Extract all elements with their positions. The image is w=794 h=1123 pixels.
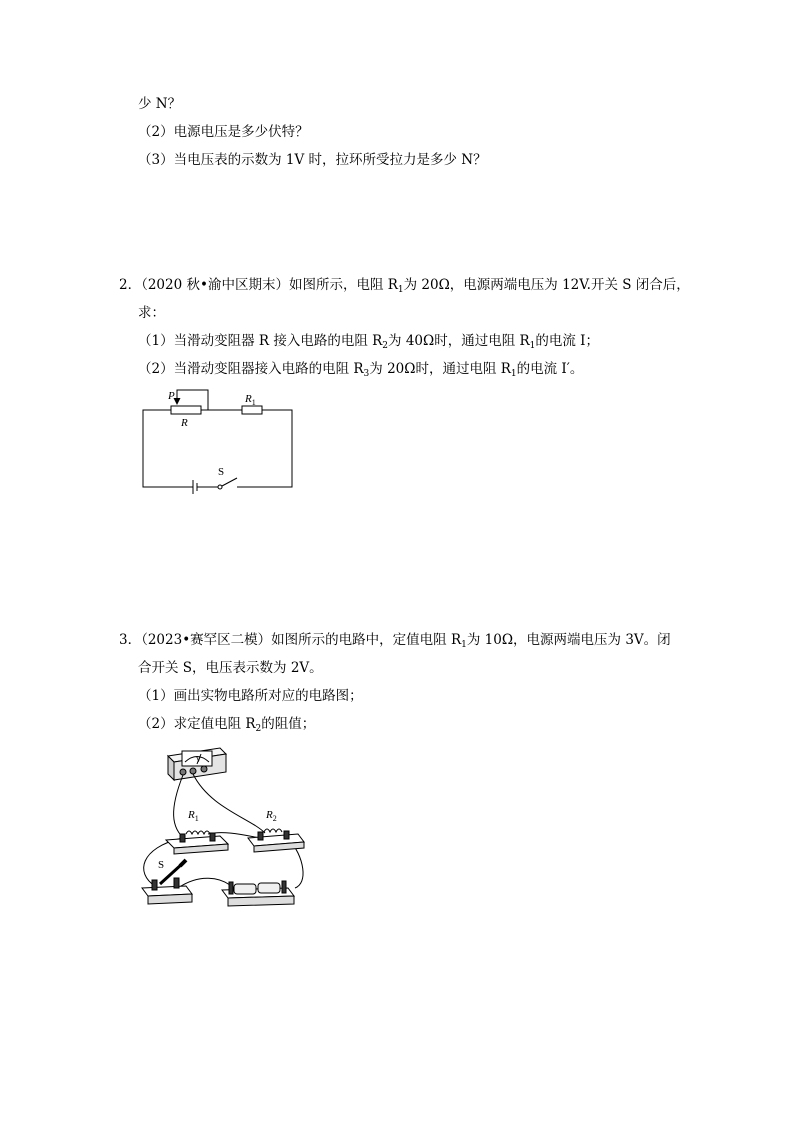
label-s: S (218, 466, 225, 478)
voltmeter (168, 748, 226, 780)
meter-symbol: V (196, 756, 202, 764)
slider-wire (177, 390, 208, 410)
wire (193, 774, 265, 833)
problem2-question-2: （2）当滑动变阻器接入电路的电阻 $R_3$为 20Ω时，通过电阻 $R_1$的电流 I′。 (138, 361, 584, 379)
problem3-question-2: （2）求定值电阻 $R_2$的阻值； (138, 716, 316, 734)
label-r1: $R_1$ (188, 809, 199, 823)
label-s: S (158, 859, 165, 871)
resistor-r1-body (242, 406, 262, 414)
problem1-continuation: 少 N？ (138, 96, 182, 112)
label-r: R (181, 417, 188, 429)
resistor-r1-board (166, 831, 228, 854)
switch-contact (218, 485, 222, 489)
problem2-statement-line2: 求： (138, 305, 165, 321)
label-p: P (168, 390, 175, 402)
problem3-statement-line1: 3．（2023•赛罕区二模）如图所示的电路中，定值电阻 $R_1$为 10Ω，电源两端电压为 3V。闭 (119, 632, 671, 650)
problem1-question-3: （3）当电压表的示数为 1V 时，拉环所受拉力是多少 N？ (138, 152, 487, 168)
wire (174, 775, 186, 840)
rheostat-body (171, 406, 201, 414)
label-r2: $R_2$ (266, 809, 277, 823)
problem3-question-1: （1）画出实物电路所对应的电路图； (138, 688, 363, 704)
problem3-statement-line2: 合开关 S，电压表示数为 2V。 (138, 660, 323, 676)
circuit-wire (237, 410, 292, 487)
problem2-question-1: （1）当滑动变阻器 R 接入电路的电阻 $R_2$为 40Ω时，通过电阻 $R_1$的电流 I； (138, 333, 600, 351)
resistor-r2-board (248, 829, 304, 852)
problem3-physical-circuit (130, 738, 310, 913)
label-r1: $R_1$ (245, 393, 256, 407)
problem2-circuit-diagram (135, 383, 305, 495)
problem2-statement-line1: 2．（2020 秋•渝中区期末）如图所示，电阻 $R_1$为 20Ω，电源两端电压为 12V.开关 S 闭合后， (119, 277, 690, 295)
switch-blade (222, 478, 237, 486)
problem1-question-2: （2）电源电压是多少伏特？ (138, 124, 309, 140)
battery-holder (222, 881, 294, 906)
